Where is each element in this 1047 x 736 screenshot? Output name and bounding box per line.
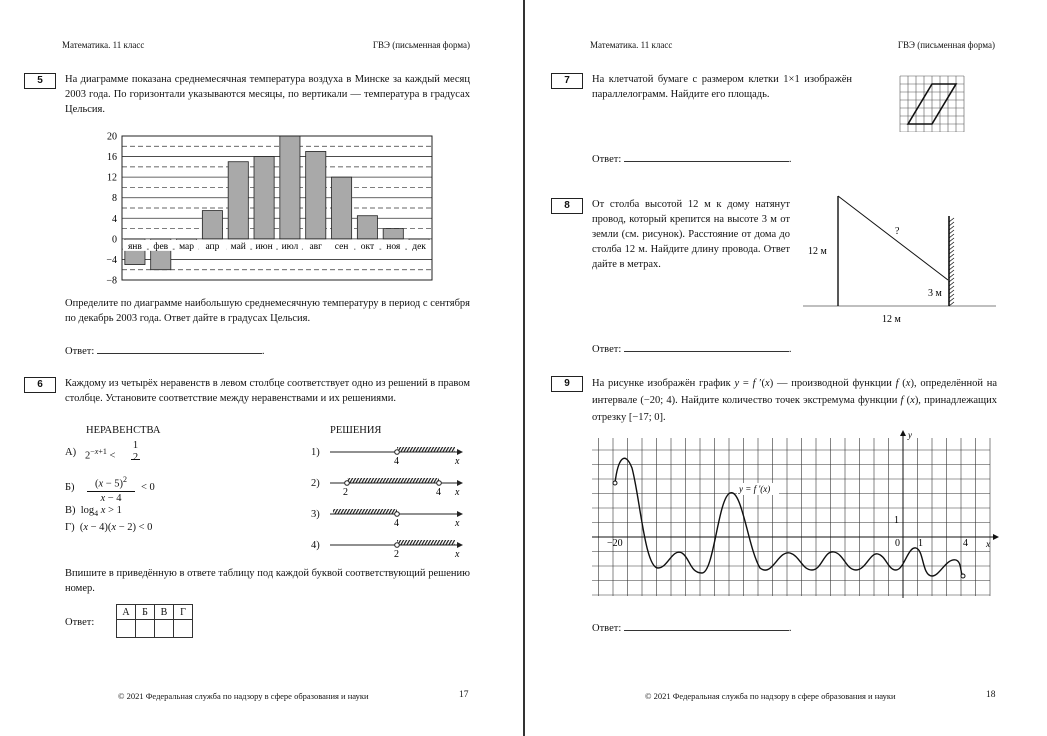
task5-answer-field[interactable] [97,342,262,354]
task-number-5: 5 [24,73,56,89]
task-number-9: 9 [551,376,583,392]
fraction-one-half: 1 2 [132,440,139,463]
x-tick-label: июн [255,241,273,252]
solution-label-4: 4) [311,540,320,551]
solutions-number-lines [305,440,475,565]
header-exam-form: ГВЭ (письменная форма) [897,40,995,50]
letter-b: Б) [65,482,75,493]
task5-question: Определите по диаграмме наибольшую среднемесячную температуру в период с сентября по декабрь 2003 года. Ответ дайте в градусах Цельсия. [65,298,470,324]
y-tick-label: 20 [107,131,117,143]
y-tick-label: 0 [112,234,117,246]
svg-text:2: 2 [343,487,348,498]
svg-text:1: 1 [918,538,923,549]
answer-label: Ответ: [592,154,622,165]
task6-answer-label: Ответ: [65,617,95,628]
answer-header-v: В [155,605,174,620]
bar-авг [306,151,326,238]
header-exam-form: ГВЭ (письменная форма) [372,40,470,50]
derivative-curve [615,458,963,576]
y-tick-label: 16 [107,152,117,164]
grid-parallelogram-figure [896,72,968,132]
answer-label: Ответ: [592,344,622,355]
solution-label-2: 2) [311,478,320,489]
svg-text:x: x [455,518,460,529]
label-wire-question: ? [895,226,900,237]
fraction-b: $(x - 5)^2$ x − 4 [85,473,137,505]
solution-4 [330,540,463,560]
bar-окт [357,216,377,239]
x-tick-label: май [230,241,246,252]
svg-text:0: 0 [895,538,900,549]
x-tick-label: дек [412,241,426,252]
inequality-a-expression: $2^{-x+1}$ < [85,447,116,462]
task7-answer-field[interactable] [624,150,789,162]
letter-a: А) [65,447,77,458]
footer-copyright: © 2021 Федеральная служба по надзору в сфере образования и науки [645,691,896,701]
bar-май [228,162,248,239]
inequalities-heading: НЕРАВЕНСТВА [86,425,161,436]
task9-answer-field[interactable] [624,619,789,631]
y-tick-label: 8 [112,193,117,205]
inequality-a [65,441,305,469]
answer-cell-a[interactable] [117,620,136,638]
task9-text: На рисунке изображён график y = f ′(x) — производной функции f (x), определённой на интервале (−20; 4). Найдите количество точек экстремума функции f (x), принадлежащих отрезку [−17; 0]. [592,378,998,423]
answer-label: Ответ: [592,623,622,634]
bar-ноя [383,229,403,239]
y-tick-label: −4 [106,254,117,266]
page-17 [0,0,523,736]
less-than-zero-b: < 0 [141,482,155,493]
answer-end: . [788,154,792,165]
x-tick-label: янв [127,241,142,252]
task8-answer-field[interactable] [624,340,789,352]
task-number-8: 8 [551,198,583,214]
task-number-7: 7 [551,73,583,89]
endpoint-right [961,574,965,578]
x-tick-label: июл [281,241,299,252]
endpoint-left [613,481,617,485]
solution-label-3: 3) [311,509,320,520]
y-tick-label: 12 [107,172,117,184]
task-number-6: 6 [24,377,56,393]
wire [838,196,948,280]
temperature-bar-chart [90,128,440,288]
solution-label-1: 1) [311,447,320,458]
svg-text:y = f ′(x): y = f ′(x) [739,484,771,494]
svg-text:−20: −20 [607,538,623,549]
x-tick-label: сен [334,241,349,252]
label-distance: 12 м [882,314,901,325]
chart-y-tick-labels [106,132,117,287]
x-tick-label: авг [309,241,323,252]
task6-instruction: Впишите в приведённую в ответе таблицу под каждой буквой соответствующий решению номер. [65,568,470,594]
inequality-c-expression: $\log_4 x > 1$ [78,505,122,519]
x-tick-label: фев [153,241,169,252]
task8-answer-row [592,340,791,357]
graph-grid [592,438,990,596]
x-tick-label: мар [179,241,195,252]
answer-cell-g[interactable] [174,620,193,638]
task5-text: На диаграмме показана среднемесячная температура воздуха в Минске за каждый месяц 2003 года. По горизонтали указываются месяцы, по вертикали — температура в градусах Цельсия. [65,74,470,115]
svg-text:4: 4 [394,456,399,467]
svg-text:4: 4 [394,518,399,529]
bar-июн [254,157,274,239]
x-tick-label: апр [205,241,220,252]
page-number: 17 [459,690,469,700]
label-attach-height: 3 м [928,288,942,299]
answer-end: . [788,623,792,634]
answer-end: . [788,344,792,355]
answer-cell-b[interactable] [136,620,155,638]
answer-header-a: А [117,605,136,620]
solutions-heading: РЕШЕНИЯ [330,425,382,436]
header-subject: Математика. 11 класс [590,40,673,50]
bar-июл [280,136,300,239]
chart-x-tick-labels [123,240,431,252]
task8-text: От столба высотой 12 м к дому натянут провод, который крепится на высоте 3 м от земли (см. рисунок). Расстояние от дома до столба 12 м. Найдите длину провода. Ответ дайте в метрах. [592,199,790,270]
task7-answer-row [592,150,791,167]
svg-text:x: x [455,549,460,560]
inequality-b [65,473,305,503]
task6-answer-table [116,604,193,638]
page-number: 18 [986,690,996,700]
answer-end: . [261,346,265,357]
svg-text:4: 4 [436,487,441,498]
answer-header-b: Б [136,605,155,620]
svg-text:x: x [455,456,460,467]
derivative-graph [590,428,1000,608]
solution-2 [330,478,463,498]
svg-text:2: 2 [394,549,399,560]
bar-сен [332,177,352,239]
letter-d: Г) [65,522,75,533]
header-subject: Математика. 11 класс [62,40,145,50]
label-pole-height: 12 м [808,246,827,257]
svg-text:y: y [908,430,912,440]
task6-text: Каждому из четырёх неравенств в левом столбце соответствует одно из решений в правом столбце. Установите соответствие между неравенствами и их решениями. [65,378,470,404]
svg-text:1: 1 [894,515,899,526]
answer-cell-v[interactable] [155,620,174,638]
solution-3 [330,509,463,529]
letter-c: В) [65,505,76,516]
answer-header-g: Г [174,605,193,620]
y-tick-label: 4 [112,213,117,225]
task5-answer-row [65,342,264,359]
x-tick-label: ноя [386,241,401,252]
x-tick-label: окт [360,241,375,252]
inequality-c [65,505,122,518]
svg-text:x: x [986,540,991,550]
inequality-d-expression: (x − 4)(x − 2) < 0 [77,522,153,533]
svg-text:4: 4 [963,538,968,549]
page-18 [525,0,1047,736]
y-tick-label: −8 [106,275,117,287]
task9-answer-row [592,619,791,636]
answer-label: Ответ: [65,346,95,357]
pole-wire-figure [800,190,1000,330]
footer-copyright: © 2021 Федеральная служба по надзору в сфере образования и науки [118,691,369,701]
bar-апр [202,211,222,239]
solution-1 [330,447,463,467]
inequality-d [65,522,152,533]
task7-text: На клетчатой бумаге с размером клетки 1×1 изображён параллелограмм. Найдите его площадь. [592,74,852,100]
svg-text:x: x [455,487,460,498]
